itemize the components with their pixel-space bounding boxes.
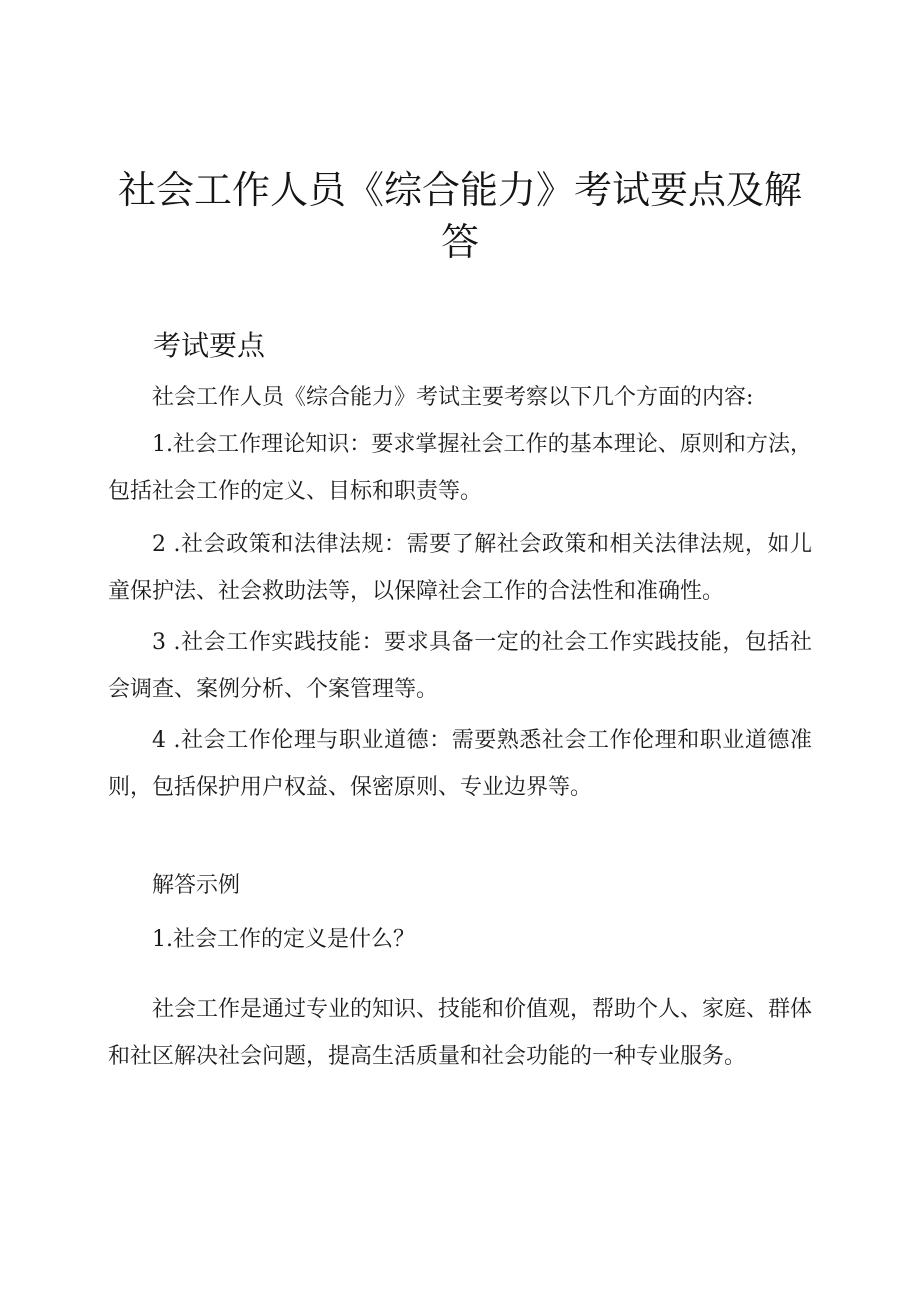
point-2-paragraph: 2 .社会政策和法律法规：需要了解社会政策和相关法律法规，如儿童保护法、社会救助法等，以保障社会工作的合法性和准确性。: [108, 532, 812, 604]
point-1-paragraph: 1.社会工作理论知识：要求掌握社会工作的基本理论、原则和方法，包括社会工作的定义、目标和职责等。: [108, 432, 812, 504]
intro-paragraph: 社会工作人员《综合能力》考试主要考察以下几个方面的内容:: [152, 385, 754, 410]
point-3-paragraph: 3 .社会工作实践技能：要求具备一定的社会工作实践技能，包括社会调查、案例分析、个案管理等。: [108, 630, 812, 702]
sub-heading-answer-examples: 解答示例: [152, 873, 241, 898]
question-1: 1.社会工作的定义是什么？: [152, 927, 415, 952]
point-4-paragraph: 4 .社会工作伦理与职业道德：需要熟悉社会工作伦理和职业道德准则，包括保护用户权益、保密原则、专业边界等。: [108, 728, 812, 800]
section-heading-exam-points: 考试要点: [153, 329, 266, 362]
document-title: 社会工作人员《综合能力》考试要点及解答: [117, 168, 802, 264]
answer-1-paragraph: 社会工作是通过专业的知识、技能和价值观，帮助个人、家庭、群体和社区解决社会问题，提高生活质量和社会功能的一种专业服务。: [108, 997, 813, 1069]
